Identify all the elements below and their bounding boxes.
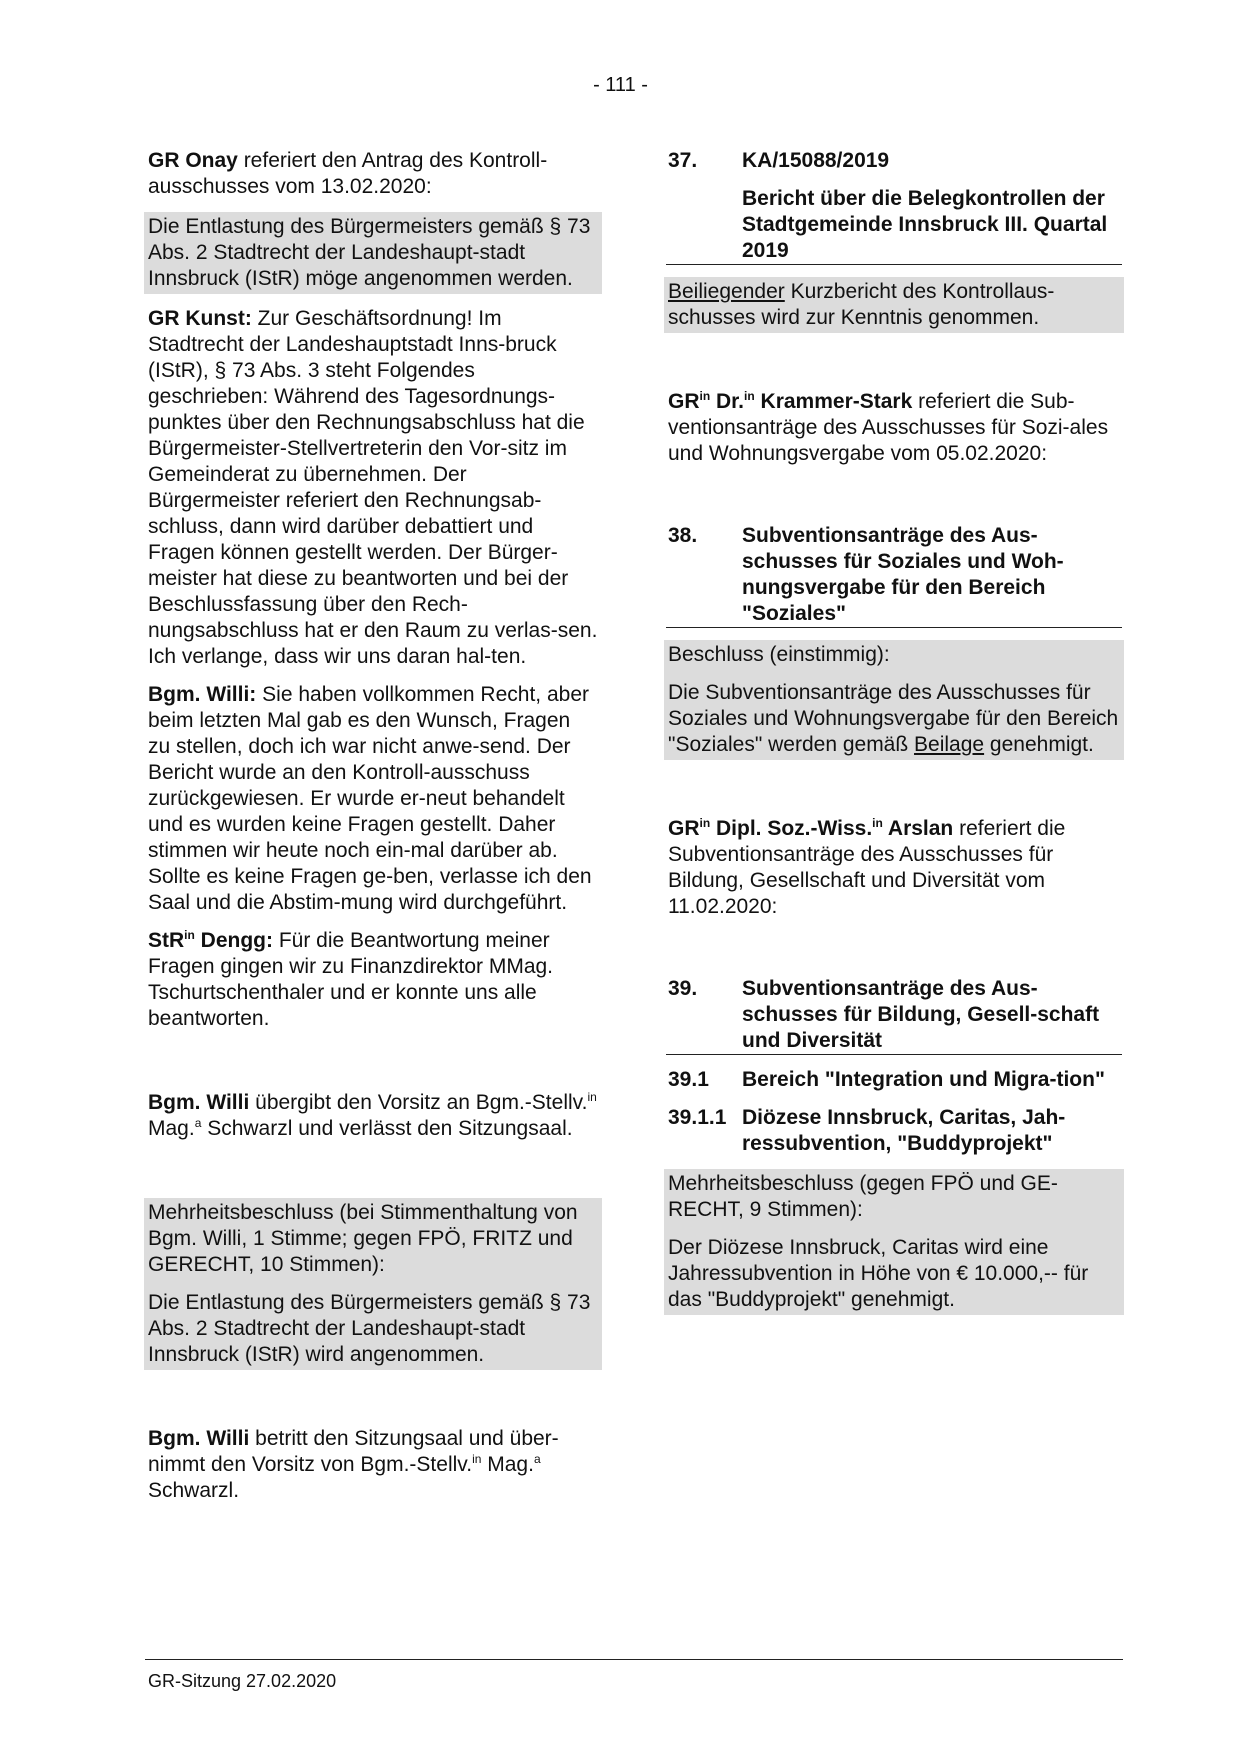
- antrag-text: Die Entlastung des Bürgermeisters gemäß § 73 Abs. 2 Stadtrecht der Landeshaupt-stadt Innsbruck (IStR) möge angenommen werden.: [148, 215, 591, 290]
- willi2-text-b: Mag.: [148, 1117, 195, 1140]
- onay-text: referiert den Antrag des Kontroll-ausschusses vom 13.02.2020:: [148, 149, 548, 198]
- krammer-name: Krammer-Stark: [754, 390, 913, 413]
- item-39-1-1-number: 39.1.1: [668, 1106, 727, 1129]
- onay-paragraph: [148, 148, 598, 200]
- dengg-name: Dengg:: [194, 929, 273, 952]
- speaker-willi-2: Bgm. Willi: [148, 1091, 250, 1114]
- footer-text: GR-Sitzung 27.02.2020: [148, 1671, 337, 1691]
- right-column: [668, 148, 1120, 1315]
- willi2-sup1: in: [587, 1090, 597, 1104]
- item-38-heading: [668, 523, 1120, 627]
- krammer-prefix: GR: [668, 390, 700, 413]
- willi3-sup2: a: [533, 1452, 541, 1466]
- willi3-text-b: Mag.: [481, 1453, 534, 1476]
- item-39-1-1-heading: [668, 1105, 1120, 1157]
- willi3-text-c: Schwarzl.: [148, 1479, 240, 1502]
- speaker-kunst: GR Kunst:: [148, 307, 252, 330]
- item-38-title: Subventionsanträge des Aus-schusses für Soziales und Woh-nungsvergabe für den Bereich "Soziales": [742, 524, 1064, 625]
- arslan-paragraph: [668, 816, 1120, 920]
- item-39-number: 39.: [668, 977, 698, 1000]
- kunst-paragraph: [148, 306, 598, 670]
- item-38-number: 38.: [668, 524, 698, 547]
- item-38-box: [664, 640, 1124, 760]
- item-37-heading: [668, 148, 1120, 174]
- beschluss-box-1: [144, 1198, 602, 1370]
- speaker-krammer: [668, 390, 912, 413]
- item-37-number: 37.: [668, 149, 698, 172]
- kunst-text: Zur Geschäftsordnung! Im Stadtrecht der Landeshauptstadt Inns-bruck (IStR), § 73 Abs. 3 steht Folgendes geschrieben: Während des Tagesordnungs-punktes über den Rechnungsabschluss hat die Bürgermeister-Stellvertreterin den Vor-sitz im Gemeinderat zu übernehmen. Der Bürgermeister referiert den Rechnungsab-schluss, dann wird darüber debattiert und Fragen können gestellt werden. Der Bürger-meister hat diese zu beantworten und bei der Beschlussfassung über den Rech-nungsabschluss hat er den Raum zu verlas-sen. Ich verlange, dass wir uns daran hal-ten.: [148, 307, 598, 668]
- item-39-heading: [668, 976, 1120, 1054]
- dengg-sup: in: [184, 928, 195, 942]
- item-39-1-heading: [668, 1067, 1120, 1093]
- item-39-title: Subventionsanträge des Aus-schusses für Bildung, Gesell-schaft und Diversität: [742, 977, 1100, 1052]
- arslan-dipl: Dipl. Soz.-Wiss.: [710, 817, 873, 840]
- item-39-1-title: Bereich "Integration und Migra-tion": [742, 1068, 1105, 1091]
- item-39-1-1-text: Der Diözese Innsbruck, Caritas wird eine Jahressubvention in Höhe von € 10.000,-- für das "Buddyprojekt" genehmigt.: [668, 1236, 1089, 1311]
- item-39-1-1-beschluss: Mehrheitsbeschluss (gegen FPÖ und GE-RECHT, 9 Stimmen):: [668, 1172, 1058, 1221]
- dengg-text: Für die Beantwortung meiner Fragen gingen wir zu Finanzdirektor MMag. Tschurtschenthaler und er konnte uns alle beantworten.: [148, 929, 554, 1030]
- item-37-ref: KA/15088/2019: [742, 149, 890, 172]
- arslan-sup1: in: [699, 816, 711, 830]
- left-column: [148, 148, 598, 1504]
- item-37-box: [664, 277, 1124, 333]
- beschluss-1-text: Die Entlastung des Bürgermeisters gemäß § 73 Abs. 2 Stadtrecht der Landeshaupt-stadt Innsbruck (IStR) wird angenommen.: [148, 1291, 591, 1366]
- willi-paragraph-2: [148, 1090, 598, 1142]
- krammer-sup1: in: [699, 389, 711, 403]
- speaker-willi: Bgm. Willi:: [148, 683, 257, 706]
- krammer-dr: Dr.: [710, 390, 745, 413]
- willi2-sup2: a: [194, 1116, 202, 1130]
- item-38-text-paragraph: [668, 680, 1120, 758]
- arslan-text: referiert die Subventionsanträge des Ausschusses für Bildung, Gesellschaft und Diversität vom 11.02.2020:: [668, 817, 1066, 918]
- speaker-dengg: [148, 929, 273, 952]
- item-39-1-number: 39.1: [668, 1068, 709, 1091]
- arslan-prefix: GR: [668, 817, 700, 840]
- item-38-text-end: genehmigt.: [984, 733, 1094, 756]
- krammer-sup2: in: [744, 389, 755, 403]
- speaker-arslan: [668, 817, 953, 840]
- item-37-title: Bericht über die Belegkontrollen der Stadtgemeinde Innsbruck III. Quartal 2019: [742, 187, 1108, 262]
- speaker-willi-3: Bgm. Willi: [148, 1427, 250, 1450]
- arslan-name: Arslan: [882, 817, 954, 840]
- item-38-text: Die Subventionsanträge des Ausschusses für Soziales und Wohnungsvergabe für den Bereich "Soziales" werden gemäß: [668, 681, 1119, 756]
- item-39-1-1-title: Diözese Innsbruck, Caritas, Jah-ressubvention, "Buddyprojekt": [742, 1106, 1066, 1155]
- beiliegender-link[interactable]: Beiliegender: [668, 280, 785, 303]
- willi2-text-a: übergibt den Vorsitz an Bgm.-Stellv.: [249, 1091, 588, 1114]
- willi3-text-a: betritt den Sitzungsaal und über-nimmt den Vorsitz von Bgm.-Stellv.: [148, 1427, 559, 1476]
- antrag-box: [144, 212, 602, 294]
- willi2-text-c: Schwarzl und verlässt den Sitzungsaal.: [201, 1117, 573, 1140]
- item-37-title-row: [668, 186, 1120, 264]
- item-37-text: Kurzbericht des Kontrollaus-schusses wird zur Kenntnis genommen.: [668, 280, 1055, 329]
- page-number: - 111 -: [593, 74, 648, 96]
- willi3-sup1: in: [472, 1452, 482, 1466]
- krammer-paragraph: [668, 389, 1120, 467]
- krammer-text: referiert die Sub-ventionsanträge des Ausschusses für Sozi-ales und Wohnungsvergabe vom 05.02.2020:: [668, 390, 1109, 465]
- speaker-onay: GR Onay: [148, 149, 238, 172]
- item-39-1-1-box: [664, 1169, 1124, 1315]
- willi-paragraph-3: [148, 1426, 598, 1504]
- dengg-paragraph: [148, 928, 598, 1032]
- dengg-prefix: StR: [148, 929, 185, 952]
- item-38-beschluss: Beschluss (einstimmig):: [668, 643, 890, 666]
- beschluss-1-label: Mehrheitsbeschluss (bei Stimmenthaltung von Bgm. Willi, 1 Stimme; gegen FPÖ, FRITZ und GERECHT, 10 Stimmen):: [148, 1201, 578, 1276]
- arslan-sup2: in: [872, 816, 883, 830]
- willi-paragraph-1: [148, 682, 598, 916]
- willi-text-1: Sie haben vollkommen Recht, aber beim letzten Mal gab es den Wunsch, Fragen zu stellen, doch ich war nicht anwe-send. Der Bericht wurde an den Kontroll-ausschuss zurückgewiesen. Er wurde er-neut behandelt und es wurden keine Fragen gestellt. Daher stimmen wir heute noch ein-mal darüber ab. Sollte es keine Fragen ge-ben, verlasse ich den Saal und die Abstim-mung wird durchgeführt.: [148, 683, 592, 914]
- beilage-link[interactable]: Beilage: [914, 733, 985, 756]
- footer-divider: [145, 1659, 1123, 1660]
